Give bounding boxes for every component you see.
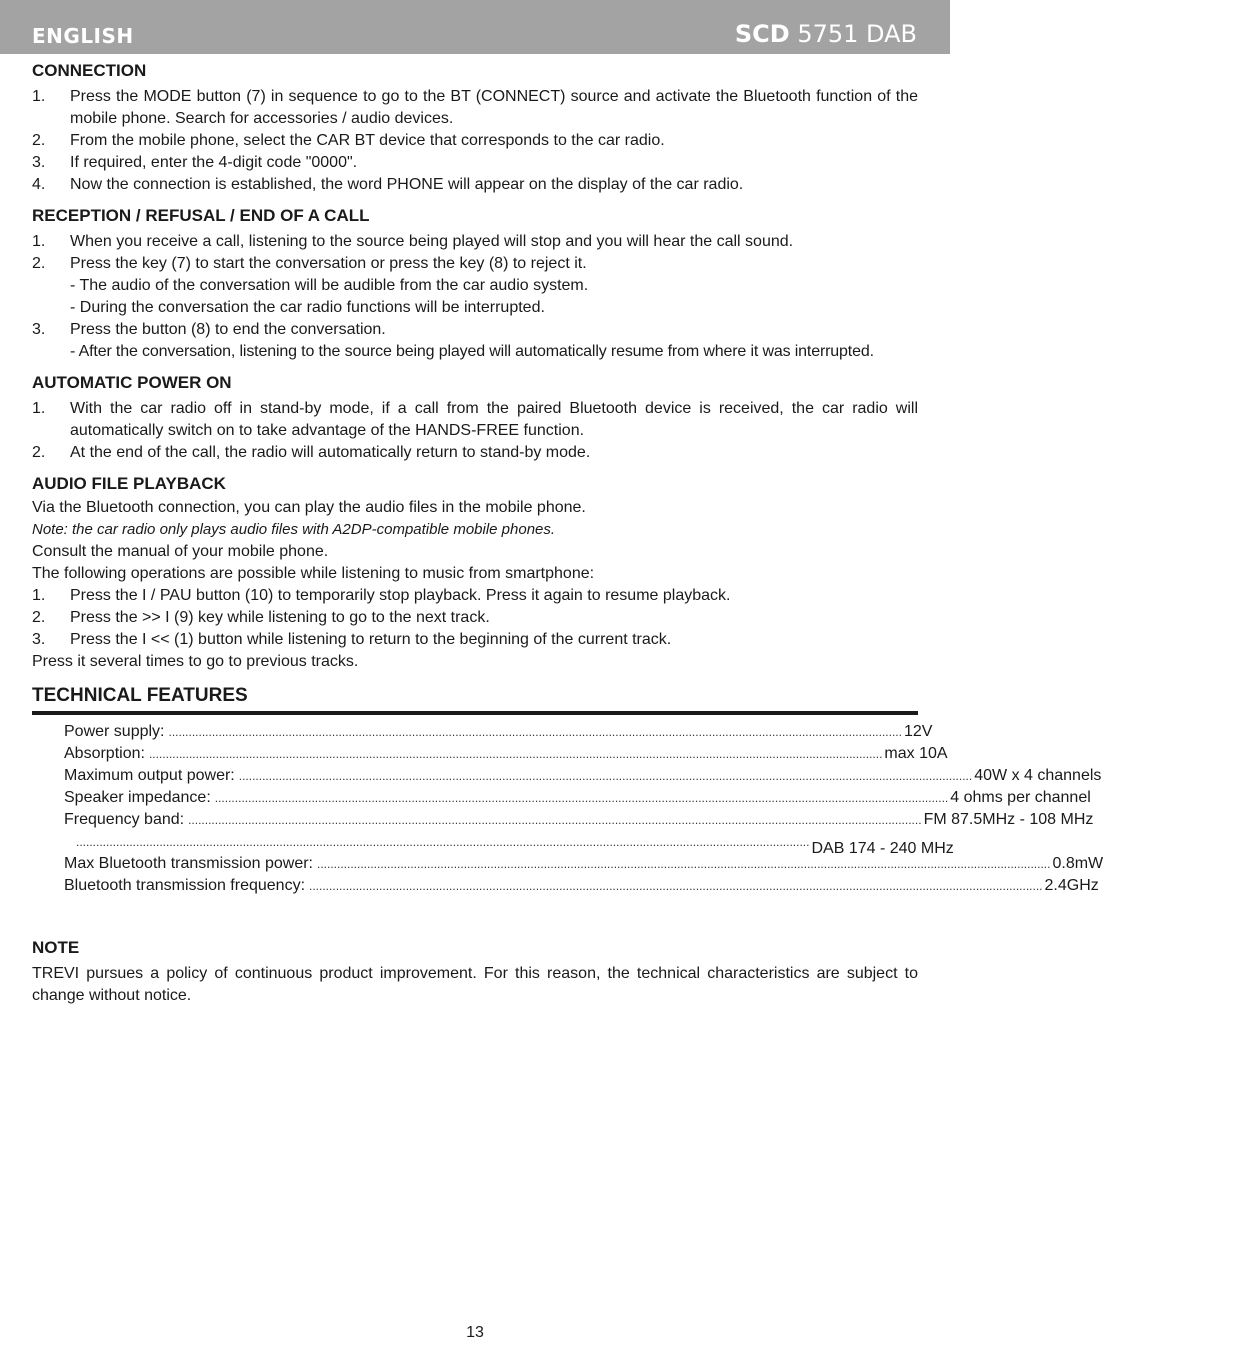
connection-section: [32, 58, 918, 196]
spec-value: 0.8mW: [1052, 855, 1104, 872]
auto-power-heading: AUTOMATIC POWER ON: [32, 373, 232, 392]
model-number: 5751 DAB: [789, 20, 917, 48]
reception-heading: RECEPTION / REFUSAL / END OF A CALL: [32, 206, 370, 225]
auto-power-section: [32, 370, 918, 464]
sub-item: - During the conversation the car radio functions will be interrupted.: [70, 299, 545, 316]
item-text: From the mobile phone, select the CAR BT device that corresponds to the car radio.: [70, 132, 665, 149]
item-number: 2.: [32, 132, 46, 149]
audio-heading: AUDIO FILE PLAYBACK: [32, 474, 226, 493]
spec-row: [64, 853, 1104, 875]
list-item: [32, 607, 918, 629]
item-text: Press the I / PAU button (10) to temporarily stop playback. Press it again to resume playback.: [70, 587, 731, 604]
page-content: [32, 58, 1104, 1007]
item-text: At the end of the call, the radio will automatically return to stand-by mode.: [70, 444, 591, 461]
audio-paragraph: The following operations are possible while listening to music from smartphone:: [32, 565, 595, 582]
model-brand: SCD: [734, 20, 790, 48]
model-name: [735, 20, 917, 48]
spec-value: 40W x 4 channels: [974, 767, 1102, 784]
spec-value: 4 ohms per channel: [950, 789, 1091, 806]
audio-paragraph: Press it several times to go to previous tracks.: [32, 653, 359, 670]
technical-features-heading: TECHNICAL FEATURES: [32, 683, 918, 715]
sub-item: - After the conversation, listening to the source being played will automatically resume from where it was interrupted.: [70, 343, 874, 360]
spec-value: 12V: [903, 723, 933, 740]
list-item: [32, 152, 918, 174]
item-number: 1.: [32, 400, 46, 417]
spec-label: Maximum output power:: [64, 767, 235, 784]
spec-label: Max Bluetooth transmission power:: [64, 855, 313, 872]
language-label: ENGLISH: [32, 24, 134, 48]
audio-section: [32, 471, 918, 673]
item-number: 4.: [32, 176, 46, 193]
item-text: Press the button (8) to end the conversation.: [70, 321, 386, 338]
item-text: With the car radio off in stand-by mode, if a call from the paired Bluetooth device is received, the car radio will automatically switch on to take advantage of the HANDS-FREE function.: [70, 400, 918, 439]
list-item: [32, 585, 918, 607]
item-text: Press the MODE button (7) in sequence to go to the BT (CONNECT) source and activate the Bluetooth function of the mobile phone. Search for accessories / audio devices.: [70, 88, 918, 127]
spec-label: Absorption:: [64, 745, 145, 762]
spec-value: max 10A: [884, 745, 948, 762]
page-header: [0, 0, 950, 54]
note-text: TREVI pursues a policy of continuous product improvement. For this reason, the technical characteristics are subject to change without notice.: [32, 965, 918, 1004]
spec-row: [64, 831, 954, 857]
item-number: 3.: [32, 321, 46, 338]
note-section: [32, 935, 918, 1007]
item-number: 1.: [32, 88, 46, 105]
audio-note: Note: the car radio only plays audio files with A2DP-compatible mobile phones.: [32, 521, 556, 538]
list-item: [32, 86, 918, 130]
item-text: Press the >> I (9) key while listening to go to the next track.: [70, 609, 490, 626]
item-text: Press the I << (1) button while listening to return to the beginning of the current track.: [70, 631, 672, 648]
reception-section: [32, 203, 918, 363]
spec-table: [64, 721, 1104, 897]
spec-row: [64, 765, 1102, 787]
sub-item: - The audio of the conversation will be audible from the car audio system.: [70, 277, 589, 294]
spec-row: [64, 743, 948, 765]
item-number: 2.: [32, 255, 46, 272]
spec-label: Frequency band:: [64, 811, 185, 828]
spec-row: [64, 809, 1094, 831]
item-text: If required, enter the 4-digit code "0000".: [70, 154, 358, 171]
item-text: Press the key (7) to start the conversation or press the key (8) to reject it.: [70, 255, 587, 272]
list-item: [32, 253, 918, 275]
spec-row: [64, 787, 1091, 809]
leader-dots: ............................................................................................................................................................................................................................: [238, 769, 973, 783]
note-heading: NOTE: [32, 938, 80, 957]
spec-label: Power supply:: [64, 723, 165, 740]
list-item: [32, 442, 918, 464]
leader-dots: ............................................................................................................................................................................................................................: [76, 835, 810, 849]
spec-label: Bluetooth transmission frequency:: [64, 877, 306, 894]
leader-dots: ............................................................................................................................................................................................................................: [148, 747, 883, 761]
item-text: Now the connection is established, the word PHONE will appear on the display of the car radio.: [70, 176, 744, 193]
leader-dots: ............................................................................................................................................................................................................................: [309, 879, 1043, 893]
auto-power-list: [32, 398, 918, 464]
spec-label: Speaker impedance:: [64, 789, 211, 806]
list-item: [32, 130, 918, 152]
item-number: 1.: [32, 587, 46, 604]
leader-dots: ............................................................................................................................................................................................................................: [188, 813, 922, 827]
item-number: 3.: [32, 154, 46, 171]
item-text: When you receive a call, listening to the source being played will stop and you will hear the call sound.: [70, 233, 794, 250]
connection-heading: CONNECTION: [32, 61, 147, 80]
audio-paragraph: Via the Bluetooth connection, you can play the audio files in the mobile phone.: [32, 499, 586, 516]
list-item: [32, 629, 918, 651]
list-item: [32, 319, 918, 341]
spec-value: DAB 174 - 240 MHz: [811, 840, 954, 857]
audio-paragraph: Consult the manual of your mobile phone.: [32, 543, 329, 560]
page-number: 13: [466, 1324, 484, 1341]
spec-value: 2.4GHz: [1044, 877, 1099, 894]
reception-list: [32, 231, 918, 363]
spec-row: [64, 721, 933, 743]
list-item: [32, 174, 918, 196]
item-number: 2.: [32, 609, 46, 626]
spec-value: FM 87.5MHz - 108 MHz: [923, 811, 1094, 828]
item-number: 1.: [32, 233, 46, 250]
item-number: 3.: [32, 631, 46, 648]
item-number: 2.: [32, 444, 46, 461]
connection-list: [32, 86, 918, 196]
list-item: [32, 231, 918, 253]
leader-dots: ............................................................................................................................................................................................................................: [214, 791, 949, 805]
leader-dots: ............................................................................................................................................................................................................................: [168, 725, 902, 739]
list-item: [32, 398, 918, 442]
spec-row: [64, 875, 1099, 897]
leader-dots: ............................................................................................................................................................................................................................: [317, 857, 1051, 871]
